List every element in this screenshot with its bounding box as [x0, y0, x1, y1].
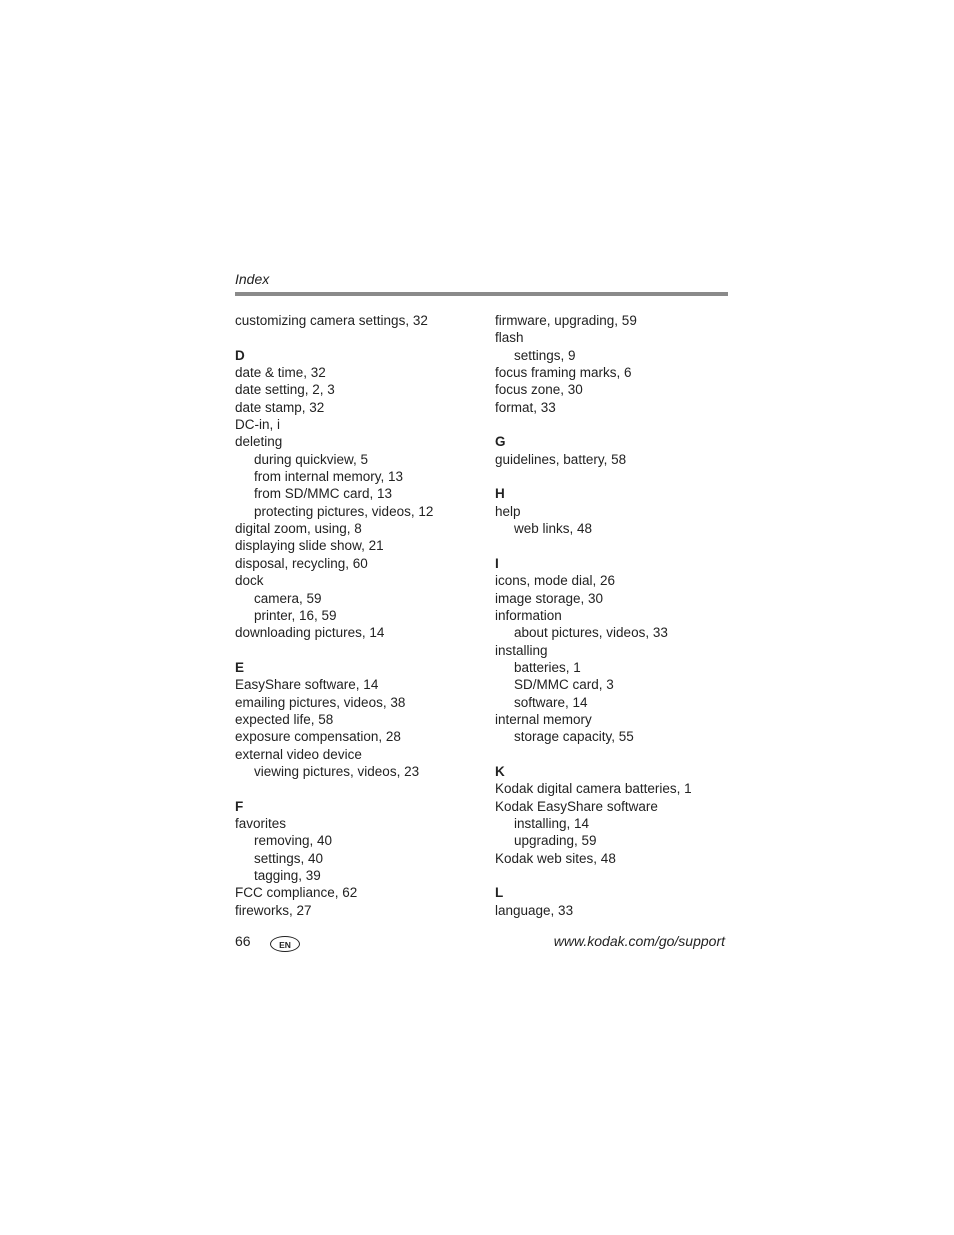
spacer — [235, 780, 485, 797]
spacer — [495, 537, 745, 554]
index-subentry: printer, 16, 59 — [254, 607, 337, 623]
index-entry: customizing camera settings, 32 — [235, 313, 428, 328]
index-entry: language, 33 — [495, 902, 574, 918]
index-entry: flash — [495, 330, 524, 346]
header-divider — [235, 292, 728, 296]
index-letter-heading: I — [495, 555, 499, 571]
index-entry: icons, mode dial, 26 — [495, 573, 616, 589]
index-entry: exposure compensation, 28 — [235, 729, 401, 745]
index-letter-heading: E — [235, 659, 245, 675]
index-entry: image storage, 30 — [495, 590, 604, 606]
index-entry: Kodak web sites, 48 — [495, 850, 616, 866]
index-entry: firmware, upgrading, 59 — [495, 313, 637, 328]
index-subentry: viewing pictures, videos, 23 — [254, 763, 420, 779]
index-entry: guidelines, battery, 58 — [495, 451, 627, 467]
support-url-link[interactable]: www.kodak.com/go/support — [553, 933, 725, 949]
page-title: Index — [235, 271, 270, 287]
index-entry: external video device — [235, 746, 362, 762]
spacer — [495, 867, 745, 884]
index-subentry: about pictures, videos, 33 — [514, 625, 668, 641]
index-entry: date setting, 2, 3 — [235, 382, 335, 398]
spacer — [235, 329, 485, 346]
index-entry: downloading pictures, 14 — [235, 625, 385, 641]
index-subentry: settings, 9 — [514, 347, 576, 363]
page-number: 66 — [235, 933, 251, 949]
index-subentry: tagging, 39 — [254, 868, 321, 883]
index-subentry: installing, 14 — [514, 815, 590, 831]
spacer — [495, 746, 745, 763]
index-entry: information — [495, 607, 562, 623]
index-entry: disposal, recycling, 60 — [235, 555, 368, 571]
index-subentry: from internal memory, 13 — [254, 469, 404, 485]
index-entry: Kodak digital camera batteries, 1 — [495, 781, 692, 797]
index-subentry: SD/MMC card, 3 — [514, 677, 614, 693]
index-entry: expected life, 58 — [235, 711, 334, 727]
index-subentry: removing, 40 — [254, 833, 333, 849]
index-letter-heading: L — [495, 885, 504, 901]
index-subentry: storage capacity, 55 — [514, 729, 634, 745]
index-entry: format, 33 — [495, 399, 556, 415]
index-subentry: from SD/MMC card, 13 — [254, 486, 393, 502]
index-letter-heading: D — [235, 347, 245, 363]
index-entry: internal memory — [495, 711, 592, 727]
language-badge: EN — [270, 936, 300, 952]
index-letter-heading: G — [495, 434, 506, 450]
index-subentry: software, 14 — [514, 694, 588, 710]
index-entry: focus framing marks, 6 — [495, 365, 632, 381]
index-subentry: batteries, 1 — [514, 659, 581, 675]
index-entry: emailing pictures, videos, 38 — [235, 694, 406, 710]
index-entry: help — [495, 503, 521, 519]
index-subentry: web links, 48 — [514, 521, 593, 537]
spacer — [495, 468, 745, 485]
index-letter-heading: H — [495, 486, 505, 502]
index-entry: DC-in, i — [235, 417, 281, 433]
index-entry: digital zoom, using, 8 — [235, 521, 362, 537]
index-entry: deleting — [235, 434, 283, 450]
index-entry: Kodak EasyShare software — [495, 798, 658, 814]
index-subentry: settings, 40 — [254, 850, 324, 866]
index-subentry: camera, 59 — [254, 590, 322, 606]
index-subentry: protecting pictures, videos, 12 — [254, 503, 434, 519]
spacer — [235, 642, 485, 659]
index-subentry: during quickview, 5 — [254, 451, 369, 467]
index-subentry: upgrading, 59 — [514, 833, 597, 849]
index-entry: date & time, 32 — [235, 365, 326, 381]
index-entry: fireworks, 27 — [235, 902, 312, 918]
index-entry: favorites — [235, 815, 287, 831]
index-column-right — [495, 312, 745, 919]
index-letter-heading: K — [495, 763, 505, 779]
index-column-left — [235, 312, 485, 919]
spacer — [495, 416, 745, 433]
index-letter-heading: F — [235, 798, 244, 814]
index-entry: focus zone, 30 — [495, 382, 583, 398]
index-entry: installing — [495, 642, 548, 658]
index-entry: date stamp, 32 — [235, 399, 325, 415]
index-entry: FCC compliance, 62 — [235, 885, 358, 901]
index-entry: dock — [235, 573, 264, 589]
index-entry: displaying slide show, 21 — [235, 538, 384, 554]
index-entry: EasyShare software, 14 — [235, 677, 379, 693]
